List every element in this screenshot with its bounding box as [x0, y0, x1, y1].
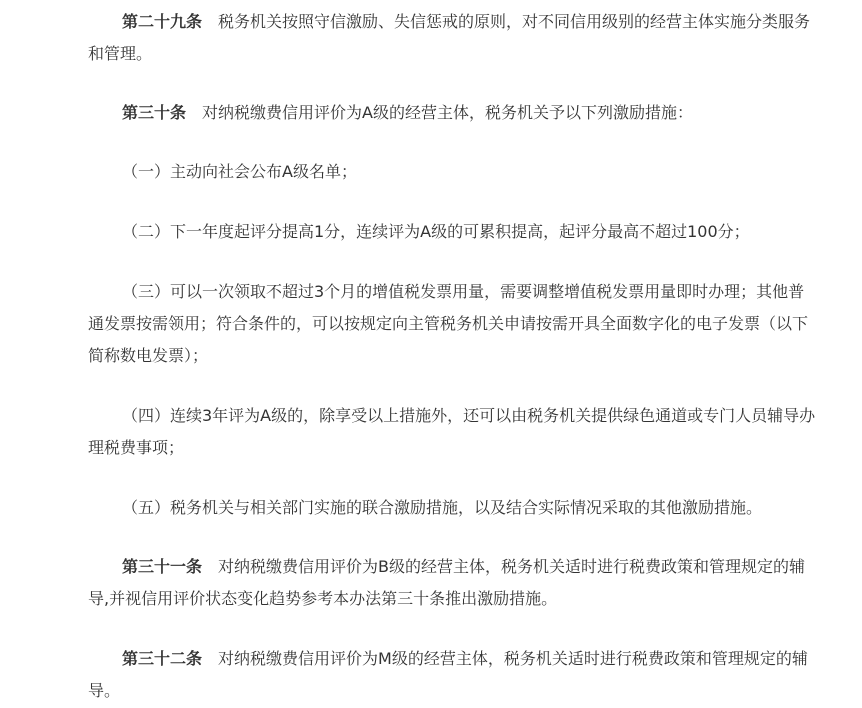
paragraph-text: （四）连续3年评为A级的，除享受以上措施外，还可以由税务机关提供绿色通道或专门人员辅导办理税费事项；: [88, 406, 816, 457]
article-number: 第三十条: [122, 103, 187, 122]
article-number: 第三十一条: [122, 557, 203, 576]
list-item-2: [88, 216, 818, 248]
paragraph-text: （五）税务机关与相关部门实施的联合激励措施，以及结合实际情况采取的其他激励措施。: [122, 498, 763, 517]
list-item-1: [88, 156, 818, 188]
paragraph-text: 对纳税缴费信用评价为A级的经营主体，税务机关予以下列激励措施：: [202, 103, 693, 122]
article-number: 第二十九条: [122, 12, 203, 31]
paragraph-text: 对纳税缴费信用评价为M级的经营主体，税务机关适时进行税费政策和管理规定的辅导。: [88, 649, 808, 700]
paragraph-article-29: [88, 6, 818, 70]
list-item-4: [88, 400, 818, 464]
paragraph-text: （三）可以一次领取不超过3个月的增值税发票用量，需要调整增值税发票用量即时办理；其他普通发票按需领用；符合条件的，可以按规定向主管税务机关申请按需开具全面数字化的电子发票（以下简称数电发票）；: [88, 282, 809, 365]
list-item-5: [88, 492, 818, 524]
paragraph-text: （二）下一年度起评分提高1分，连续评为A级的可累积提高，起评分最高不超过100分；: [122, 222, 750, 241]
paragraph-article-32: [88, 643, 818, 707]
paragraph-text: 对纳税缴费信用评价为B级的经营主体，税务机关适时进行税费政策和管理规定的辅导,并视信用评价状态变化趋势参考本办法第三十条推出激励措施。: [88, 557, 805, 608]
paragraph-article-31: [88, 551, 818, 615]
paragraph-text: （一）主动向社会公布A级名单；: [122, 162, 357, 181]
paragraph-article-30: [88, 97, 818, 129]
list-item-3: [88, 276, 818, 372]
paragraph-text: 税务机关按照守信激励、失信惩戒的原则，对不同信用级别的经营主体实施分类服务和管理。: [88, 12, 811, 63]
article-number: 第三十二条: [122, 649, 203, 668]
